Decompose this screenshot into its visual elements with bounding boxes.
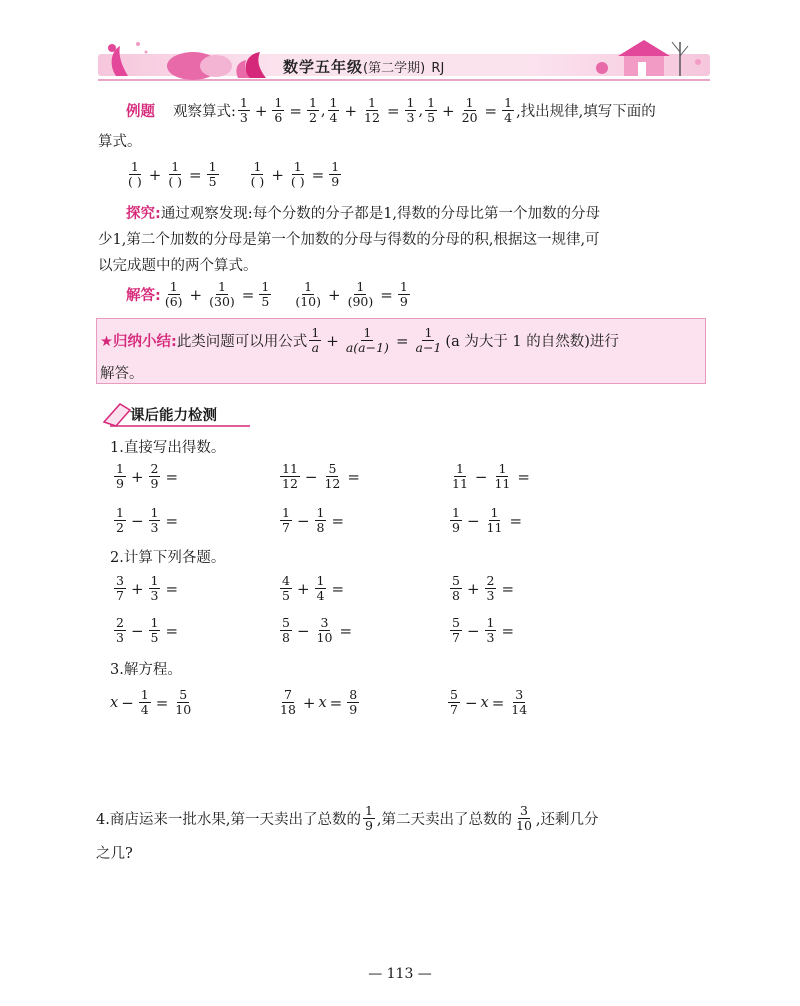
fraction: $\frac{1}{11}$ xyxy=(452,461,468,491)
fraction: $\frac{5}{7}$ xyxy=(452,615,460,645)
fraction: $\frac{1}{4}$ xyxy=(504,95,513,125)
exercise-item: $\frac{1}{11}$ − $\frac{1}{11}$ = xyxy=(452,461,530,491)
example-label: 例题 xyxy=(126,104,155,120)
blank-fraction[interactable]: $\frac{1}{( )}$ xyxy=(128,159,142,189)
fraction: $\frac{1}{9}$ xyxy=(331,159,340,189)
exercise-item: $\frac{1}{9}$ − $\frac{1}{11}$ = xyxy=(452,505,523,535)
answer-line: 解答: $\frac{1}{(6)}$ + $\frac{1}{(30)}$ = $\frac{1}{5}$ $\frac{1}{(10)}$ + $\frac{1}{(90)}$ = $\frac{1}{9}$ xyxy=(126,279,408,309)
exercise-item: $\frac{11}{12}$ − $\frac{5}{12}$ = xyxy=(282,461,360,491)
fraction: $\frac{8}{9}$ xyxy=(349,687,358,717)
q3-title: 3.解方程。 xyxy=(110,662,182,678)
exercise-item: $\frac{1}{7}$ − $\frac{1}{8}$ = xyxy=(282,505,345,535)
fraction: $\frac{3}{10}$ xyxy=(316,615,333,645)
fraction: $\frac{1}{(10)}$ xyxy=(295,279,321,309)
equation-1: x − $\frac{1}{4}$ = $\frac{5}{10}$ xyxy=(110,687,192,717)
fraction: $\frac{1}{8}$ xyxy=(316,505,325,535)
example-task: ,找出规律,填写下面的 xyxy=(516,104,656,120)
example-line: 例题 观察算式: $\frac{1}{3}$ + $\frac{1}{6}$ = $\frac{1}{2}$ , $\frac{1}{4}$ + $\frac{1}{12}$ = $\frac{1}{3}$ , $\frac{1}{5}$ + $\frac{1}{20}$ = $\frac{1}{4}$ ,找出规律,填写下面的 xyxy=(126,95,656,125)
fraction: $\frac{1}{20}$ xyxy=(461,95,478,125)
fraction: $\frac{5}{7}$ xyxy=(450,687,458,717)
exercise-item: $\frac{3}{7}$ + $\frac{1}{3}$ = xyxy=(116,573,179,603)
fraction: $\frac{1}{4}$ xyxy=(329,95,338,125)
fraction: $\frac{1}{9}$ xyxy=(364,803,373,833)
exercise-item: $\frac{1}{2}$ − $\frac{1}{3}$ = xyxy=(116,505,179,535)
fraction: $\frac{1}{2}$ xyxy=(308,95,317,125)
example-intro: 观察算式: xyxy=(173,104,236,120)
exercise-item: $\frac{5}{7}$ − $\frac{1}{3}$ = xyxy=(452,615,515,645)
explore-line-3: 以完成题中的两个算式。 xyxy=(98,258,258,274)
exercise-item: $\frac{2}{3}$ − $\frac{1}{5}$ = xyxy=(116,615,179,645)
answer-label: 解答: xyxy=(126,288,161,304)
fraction: $\frac{1}{3}$ xyxy=(150,505,159,535)
fraction: $\frac{1}{3}$ xyxy=(150,573,159,603)
explore-line-2: 少1,第二个加数的分母是第一个加数的分母与得数的分母的积,根据这一规律,可 xyxy=(98,232,600,248)
fraction: $\frac{5}{8}$ xyxy=(452,573,460,603)
section-heading xyxy=(100,398,250,432)
fraction: $\frac{1}{2}$ xyxy=(116,505,124,535)
fraction: $\frac{1}{5}$ xyxy=(208,159,217,189)
blank-equations: $\frac{1}{( )}$ + $\frac{1}{( )}$ = $\frac{1}{5}$ $\frac{1}{( )}$ + $\frac{1}{( )}$ = $\frac{1}{9}$ xyxy=(128,159,340,189)
q4-line-1: 4.商店运来一批水果,第一天卖出了总数的 $\frac{1}{9}$ ,第二天卖出了总数的 $\frac{3}{10}$ ,还剩几分 xyxy=(96,803,599,833)
exercise-item: $\frac{5}{8}$ + $\frac{2}{3}$ = xyxy=(452,573,515,603)
fraction: $\frac{2}{9}$ xyxy=(150,461,159,491)
exercise-item: $\frac{5}{8}$ − $\frac{3}{10}$ = xyxy=(282,615,353,645)
fraction: $\frac{1}{3}$ xyxy=(239,95,248,125)
fraction: $\frac{1}{a(a-1)}$ xyxy=(345,325,389,355)
fraction: $\frac{5}{8}$ xyxy=(282,615,290,645)
fraction: $\frac{5}{12}$ xyxy=(324,461,341,491)
q4-line-2: 之几? xyxy=(96,846,133,862)
fraction: $\frac{1}{4}$ xyxy=(316,573,325,603)
fraction: $\frac{5}{10}$ xyxy=(175,687,192,717)
fraction: $\frac{1}{(30)}$ xyxy=(209,279,235,309)
fraction: $\frac{1}{(6)}$ xyxy=(164,279,183,309)
fraction: $\frac{2}{3}$ xyxy=(116,615,124,645)
fraction: $\frac{1}{6}$ xyxy=(274,95,283,125)
blank-fraction[interactable]: $\frac{1}{( )}$ xyxy=(168,159,183,189)
fraction: $\frac{1}{4}$ xyxy=(140,687,149,717)
page-header xyxy=(88,32,710,78)
summary-line-2: 解答。 xyxy=(100,366,144,382)
blank-fraction[interactable]: $\frac{1}{( )}$ xyxy=(290,159,305,189)
summary-line-1: ★归纳小结: 此类问题可以用公式 $\frac{1}{a}$ + $\frac{1}{a(a-1)}$ = $\frac{1}{a-1}$ (a 为大于 1 的自然数)进行 xyxy=(100,325,619,355)
fraction: $\frac{1}{9}$ xyxy=(452,505,460,535)
fraction: $\frac{1}{11}$ xyxy=(494,461,511,491)
fraction: $\frac{1}{9}$ xyxy=(116,461,124,491)
summary-label: ★归纳小结: xyxy=(100,334,177,350)
example-task-cont: 算式。 xyxy=(98,134,142,150)
equation-2: $\frac{7}{18}$ + x = $\frac{8}{9}$ xyxy=(280,687,358,717)
fraction: $\frac{1}{(90)}$ xyxy=(347,279,374,309)
fraction: $\frac{1}{5}$ xyxy=(427,95,436,125)
fraction: $\frac{1}{a}$ xyxy=(311,325,320,355)
fraction: $\frac{3}{10}$ xyxy=(516,803,532,833)
exercise-item: $\frac{1}{9}$ + $\frac{2}{9}$ = xyxy=(116,461,179,491)
page-number: — 113 — xyxy=(368,966,432,982)
fraction: $\frac{1}{5}$ xyxy=(150,615,159,645)
fraction: $\frac{1}{12}$ xyxy=(364,95,380,125)
blank-fraction[interactable]: $\frac{1}{( )}$ xyxy=(250,159,265,189)
fraction: $\frac{1}{11}$ xyxy=(486,505,503,535)
equation-3: $\frac{5}{7}$ − x = $\frac{3}{14}$ xyxy=(450,687,528,717)
explore-line-1: 探究: 通过观察发现:每个分数的分子都是1,得数的分母比第一个加数的分母 xyxy=(126,202,600,223)
explore-label: 探究: xyxy=(126,206,161,222)
fraction: $\frac{1}{3}$ xyxy=(406,95,415,125)
exercise-item: $\frac{4}{5}$ + $\frac{1}{4}$ = xyxy=(282,573,345,603)
fraction: $\frac{3}{14}$ xyxy=(511,687,528,717)
fraction: $\frac{1}{7}$ xyxy=(282,505,290,535)
fraction: $\frac{1}{3}$ xyxy=(486,615,495,645)
fraction: $\frac{1}{a-1}$ xyxy=(415,325,442,355)
q1-title: 1.直接写出得数。 xyxy=(110,440,226,456)
house-tree-decoration-icon xyxy=(588,32,710,78)
fraction: $\frac{4}{5}$ xyxy=(282,573,290,603)
fraction: $\frac{2}{3}$ xyxy=(486,573,495,603)
header-title: 数学五年级(第二学期) RJ xyxy=(283,58,445,76)
section-title: 课后能力检测 xyxy=(130,408,217,424)
fraction: $\frac{1}{5}$ xyxy=(261,279,270,309)
fraction: $\frac{3}{7}$ xyxy=(116,573,124,603)
floral-decoration-icon xyxy=(98,36,278,80)
fraction: $\frac{1}{9}$ xyxy=(399,279,408,309)
fraction: $\frac{11}{12}$ xyxy=(282,461,298,491)
fraction: $\frac{7}{18}$ xyxy=(280,687,296,717)
q2-title: 2.计算下列各题。 xyxy=(110,550,226,566)
